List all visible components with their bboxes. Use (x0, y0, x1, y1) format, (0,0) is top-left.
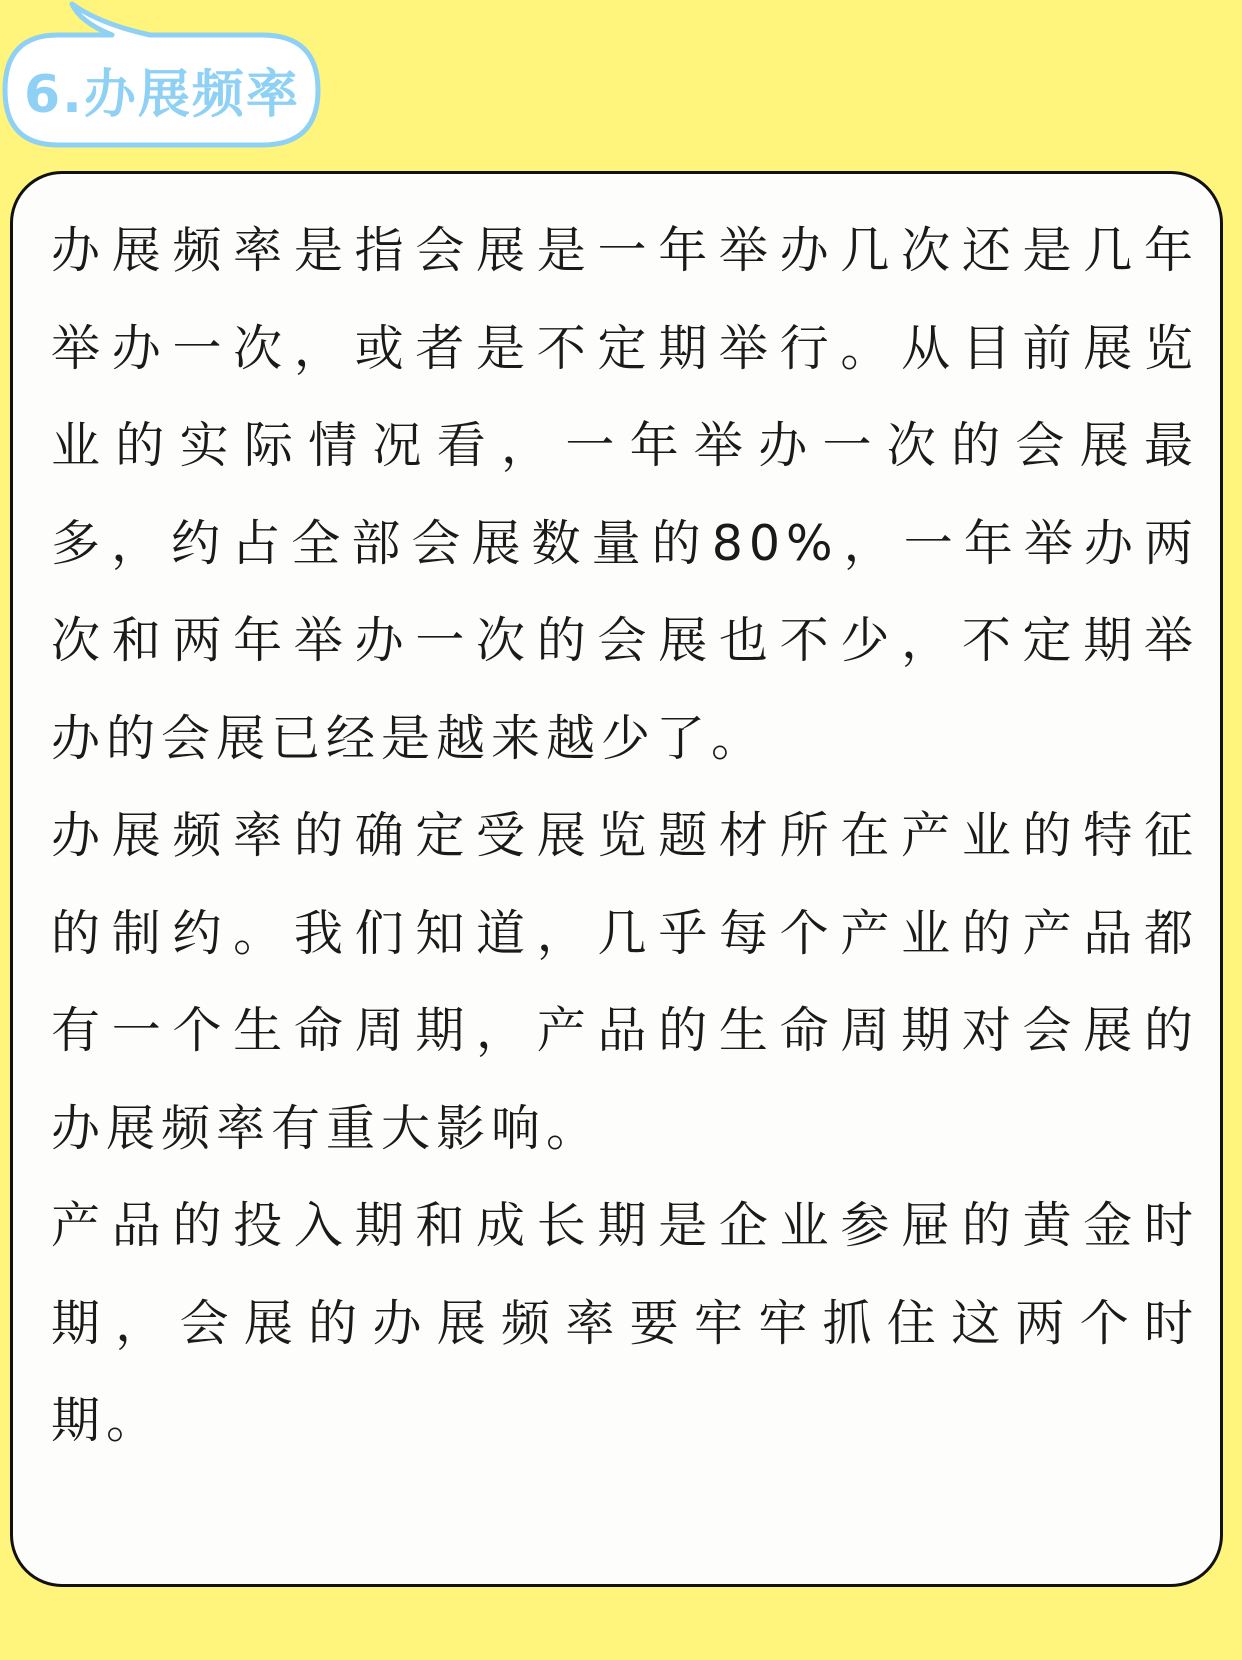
text-line: 多，约占全部会展数量的80%，一年举办两 (51, 514, 1199, 572)
text-line: 办的会展已经是越来越少了。 (51, 709, 767, 767)
text-line: 次和两年举办一次的会展也不少，不定期举 (51, 612, 1199, 669)
text-line: 举办一次，或者是不定期举行。从目前展览 (51, 319, 1199, 377)
paragraph (51, 202, 1199, 787)
text-line: 办展频率是指会展是一年举办几次还是几年 (51, 222, 1199, 279)
text-line: 有一个生命周期，产品的生命周期对会展的 (51, 1002, 1199, 1059)
section-title: 6.办展频率 (24, 65, 300, 125)
text-line: 办展频率的确定受展览题材所在产业的特征 (51, 807, 1199, 864)
text-line: 的制约。我们知道，几乎每个产业的产品都 (51, 904, 1199, 962)
paragraph (51, 787, 1199, 1177)
text-body (51, 202, 1199, 1470)
text-line: 产品的投入期和成长期是企业参屉的黄金时 (51, 1197, 1199, 1254)
title-bubble (0, 0, 330, 150)
text-line: 期，会展的办展频率要牢牢抓住这两个时 (51, 1294, 1199, 1352)
text-line: 办展频率有重大影响。 (51, 1099, 602, 1157)
paragraph (51, 1177, 1199, 1470)
text-line: 业的实际情况看，一年举办一次的会展最 (51, 417, 1199, 474)
text-line: 期。 (51, 1392, 162, 1449)
content-card (10, 171, 1223, 1587)
